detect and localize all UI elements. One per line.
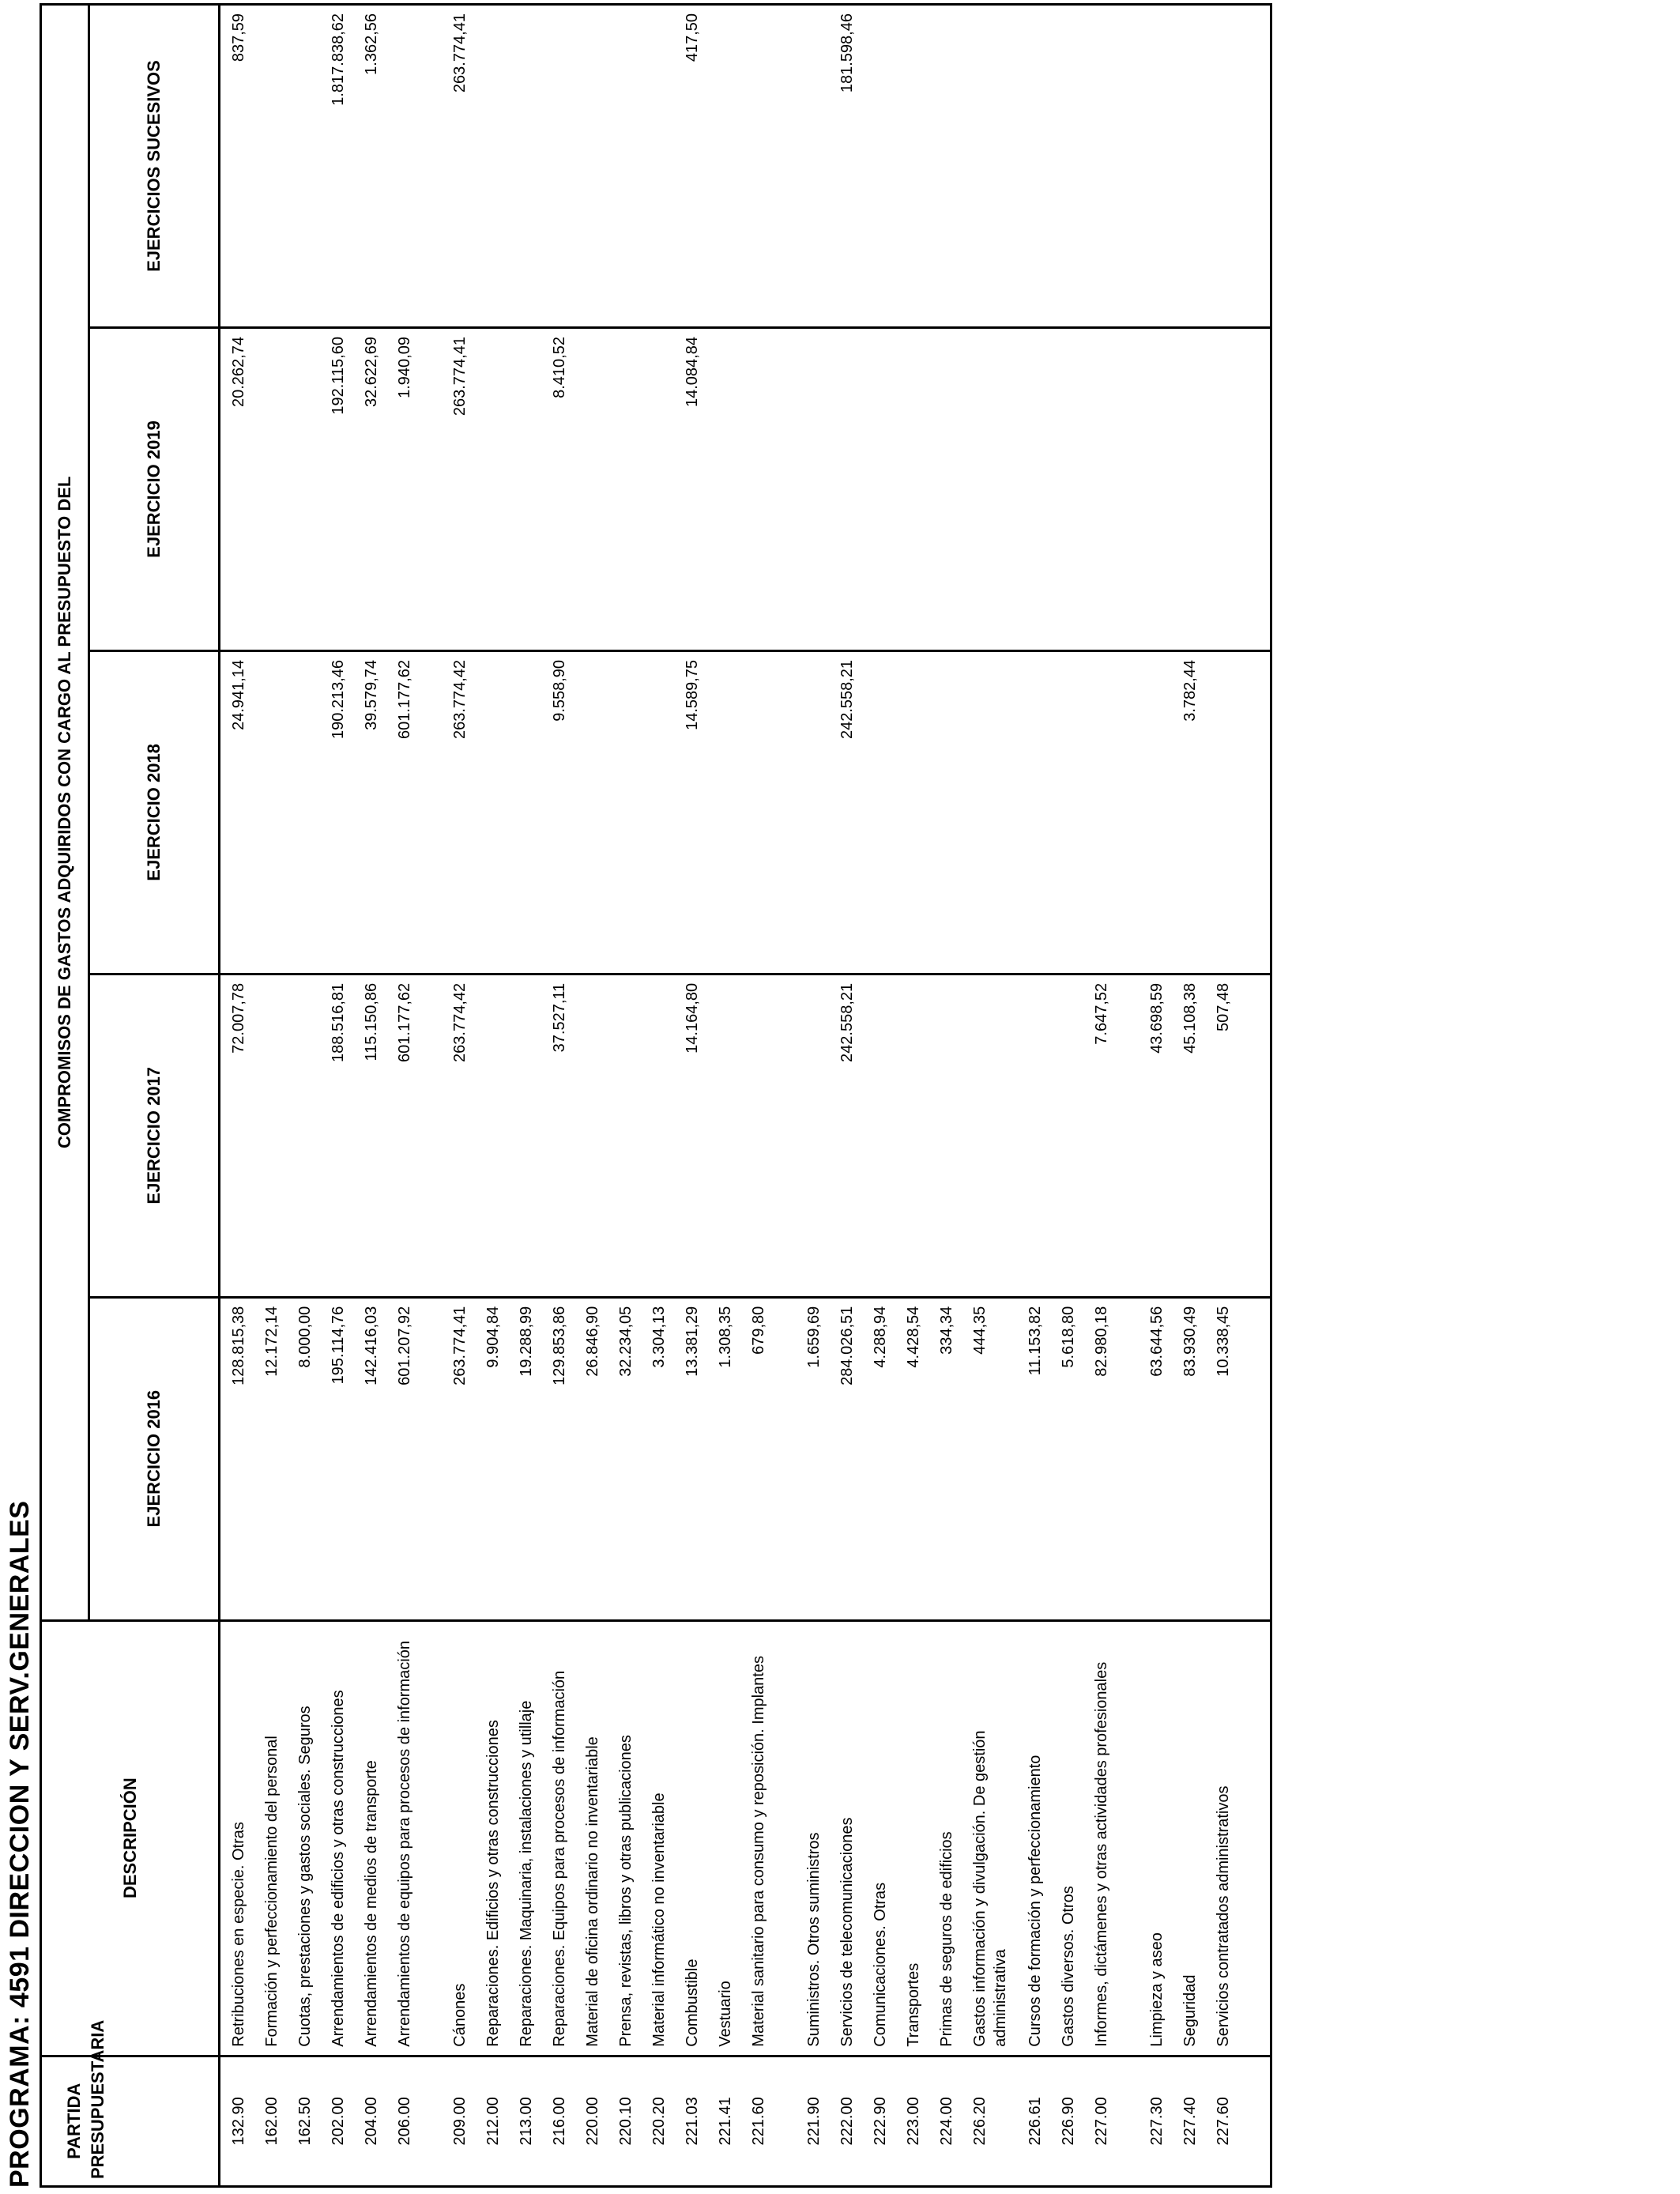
cell-sucesivos xyxy=(1205,5,1238,328)
cell-partida: 209.00 xyxy=(442,2056,475,2186)
cell-2016: 128.815,38 xyxy=(220,1297,254,1620)
cell-descripcion: Arrendamientos de medios de transporte xyxy=(353,1620,386,2056)
table-bottom-spacer xyxy=(1238,5,1271,2187)
cell-sucesivos xyxy=(508,5,541,328)
cell-descripcion: Seguridad xyxy=(1172,1620,1205,2056)
table-row xyxy=(929,5,962,2187)
cell-2018 xyxy=(475,650,508,974)
cell-2019 xyxy=(740,328,796,651)
cell-partida: 162.00 xyxy=(254,2056,287,2186)
cell-sucesivos xyxy=(254,5,287,328)
cell-2018: 263.774,42 xyxy=(442,650,475,974)
cell-2019 xyxy=(1139,328,1172,651)
cell-sucesivos: 837,59 xyxy=(220,5,254,328)
cell-sucesivos xyxy=(1172,5,1205,328)
cell-2016: 601.207,92 xyxy=(386,1297,442,1620)
cell-partida: 221.41 xyxy=(707,2056,740,2186)
cell-partida: 220.10 xyxy=(608,2056,641,2186)
cell-2016: 10.338,45 xyxy=(1205,1297,1238,1620)
cell-2017 xyxy=(929,974,962,1297)
cell-2017: 507,48 xyxy=(1205,974,1238,1297)
cell-2016: 5.618,80 xyxy=(1050,1297,1083,1620)
table-row xyxy=(1017,5,1050,2187)
cell-2019: 263.774,41 xyxy=(442,328,475,651)
cell-descripcion: Prensa, revistas, libros y otras publicaciones xyxy=(608,1620,641,2056)
cell-descripcion: Material informático no inventariable xyxy=(641,1620,674,2056)
table-row xyxy=(386,5,442,2187)
cell-2019 xyxy=(641,328,674,651)
cell-sucesivos xyxy=(862,5,895,328)
table-row xyxy=(508,5,541,2187)
cell-partida: 222.00 xyxy=(829,2056,862,2186)
cell-2018 xyxy=(895,650,929,974)
cell-partida: 132.90 xyxy=(220,2056,254,2186)
cell-2018 xyxy=(1139,650,1172,974)
cell-descripcion: Material sanitario para consumo y reposición. Implantes xyxy=(740,1620,796,2056)
cell-2019 xyxy=(1050,328,1083,651)
cell-sucesivos: 1.817.838,62 xyxy=(320,5,353,328)
cell-2016: 9.904,84 xyxy=(475,1297,508,1620)
cell-2019 xyxy=(1083,328,1139,651)
cell-sucesivos xyxy=(1017,5,1050,328)
table-row xyxy=(475,5,508,2187)
cell-sucesivos xyxy=(1139,5,1172,328)
cell-2018 xyxy=(287,650,320,974)
cell-2016: 679,80 xyxy=(740,1297,796,1620)
cell-2017 xyxy=(707,974,740,1297)
page-title: PROGRAMA: 4591 DIRECCION Y SERV.GENERALES xyxy=(5,1500,35,2188)
cell-2016: 12.172,14 xyxy=(254,1297,287,1620)
cell-2018: 14.589,75 xyxy=(674,650,707,974)
cell-descripcion: Servicios de telecomunicaciones xyxy=(829,1620,862,2056)
header-descripcion: DESCRIPCIÓN xyxy=(41,1620,220,2056)
header-year-2018: EJERCICIO 2018 xyxy=(89,650,220,974)
table-row xyxy=(829,5,862,2187)
table-row xyxy=(895,5,929,2187)
cell-descripcion: Primas de seguros de edificios xyxy=(929,1620,962,2056)
table-row xyxy=(320,5,353,2187)
cell-2019: 1.940,09 xyxy=(386,328,442,651)
cell-2016: 1.659,69 xyxy=(796,1297,829,1620)
cell-2019 xyxy=(1017,328,1050,651)
cell-2016: 334,34 xyxy=(929,1297,962,1620)
cell-descripcion: Material de oficina ordinario no inventariable xyxy=(574,1620,608,2056)
cell-2016: 444,35 xyxy=(962,1297,1017,1620)
cell-2019 xyxy=(1172,328,1205,651)
cell-sucesivos: 1.362,56 xyxy=(353,5,386,328)
cell-2018 xyxy=(1205,650,1238,974)
cell-2018: 190.213,46 xyxy=(320,650,353,974)
cell-sucesivos: 181.598,46 xyxy=(829,5,862,328)
cell-2018 xyxy=(608,650,641,974)
cell-partida: 227.00 xyxy=(1083,2056,1139,2186)
cell-sucesivos xyxy=(1050,5,1083,328)
budget-table xyxy=(40,3,1272,2188)
cell-2018 xyxy=(574,650,608,974)
cell-2018: 9.558,90 xyxy=(541,650,574,974)
cell-2016: 26.846,90 xyxy=(574,1297,608,1620)
cell-2017 xyxy=(608,974,641,1297)
cell-2018 xyxy=(929,650,962,974)
cell-2018 xyxy=(641,650,674,974)
cell-partida: 206.00 xyxy=(386,2056,442,2186)
cell-sucesivos: 417,50 xyxy=(674,5,707,328)
header-year-2016: EJERCICIO 2016 xyxy=(89,1297,220,1620)
cell-2017: 601.177,62 xyxy=(386,974,442,1297)
cell-2016: 11.153,82 xyxy=(1017,1297,1050,1620)
cell-2018: 24.941,14 xyxy=(220,650,254,974)
cell-2017: 37.527,11 xyxy=(541,974,574,1297)
cell-2018 xyxy=(1050,650,1083,974)
cell-2017 xyxy=(254,974,287,1297)
cell-sucesivos xyxy=(796,5,829,328)
header-year-sucesivos: EJERCICIOS SUCESIVOS xyxy=(89,5,220,328)
cell-sucesivos xyxy=(541,5,574,328)
cell-sucesivos xyxy=(608,5,641,328)
cell-sucesivos: 263.774,41 xyxy=(442,5,475,328)
cell-2018: 242.558,21 xyxy=(829,650,862,974)
header-compromisos: COMPROMISOS DE GASTOS ADQUIRIDOS CON CARGO AL PRESUPUESTO DEL xyxy=(41,5,89,1621)
table-row xyxy=(674,5,707,2187)
empty-cell xyxy=(1238,328,1271,651)
cell-2016: 32.234,05 xyxy=(608,1297,641,1620)
cell-2019 xyxy=(475,328,508,651)
cell-partida: 227.30 xyxy=(1139,2056,1172,2186)
cell-2016: 263.774,41 xyxy=(442,1297,475,1620)
cell-2017 xyxy=(962,974,1017,1297)
cell-2016: 142.416,03 xyxy=(353,1297,386,1620)
cell-descripcion: Informes, dictámenes y otras actividades profesionales xyxy=(1083,1620,1139,2056)
cell-2017: 188.516,81 xyxy=(320,974,353,1297)
cell-2016: 129.853,86 xyxy=(541,1297,574,1620)
table-row xyxy=(608,5,641,2187)
cell-sucesivos xyxy=(386,5,442,328)
cell-sucesivos xyxy=(475,5,508,328)
cell-2016: 195.114,76 xyxy=(320,1297,353,1620)
empty-cell xyxy=(1238,2056,1271,2186)
cell-2018: 3.782,44 xyxy=(1172,650,1205,974)
header-year-2017: EJERCICIO 2017 xyxy=(89,974,220,1297)
cell-2019: 8.410,52 xyxy=(541,328,574,651)
cell-partida: 226.20 xyxy=(962,2056,1017,2186)
cell-sucesivos xyxy=(740,5,796,328)
table-row xyxy=(442,5,475,2187)
cell-2019 xyxy=(862,328,895,651)
cell-2016: 4.288,94 xyxy=(862,1297,895,1620)
cell-2016: 83.930,49 xyxy=(1172,1297,1205,1620)
cell-partida: 226.61 xyxy=(1017,2056,1050,2186)
cell-descripcion: Suministros. Otros suministros xyxy=(796,1620,829,2056)
cell-2018 xyxy=(508,650,541,974)
cell-2017 xyxy=(475,974,508,1297)
cell-2019: 20.262,74 xyxy=(220,328,254,651)
empty-cell xyxy=(1238,5,1271,328)
cell-2018 xyxy=(254,650,287,974)
cell-2016: 19.288,99 xyxy=(508,1297,541,1620)
cell-2017: 7.647,52 xyxy=(1083,974,1139,1297)
cell-partida: 216.00 xyxy=(541,2056,574,2186)
cell-2019: 32.622,69 xyxy=(353,328,386,651)
cell-descripcion: Comunicaciones. Otras xyxy=(862,1620,895,2056)
cell-2016: 284.026,51 xyxy=(829,1297,862,1620)
cell-descripcion: Formación y perfeccionamiento del personal xyxy=(254,1620,287,2056)
cell-2017: 45.108,38 xyxy=(1172,974,1205,1297)
cell-2017: 72.007,78 xyxy=(220,974,254,1297)
cell-descripcion: Gastos diversos. Otros xyxy=(1050,1620,1083,2056)
cell-sucesivos xyxy=(962,5,1017,328)
table-row xyxy=(541,5,574,2187)
cell-descripcion: Transportes xyxy=(895,1620,929,2056)
cell-2019 xyxy=(829,328,862,651)
cell-descripcion: Arrendamientos de edificios y otras construcciones xyxy=(320,1620,353,2056)
table-row xyxy=(574,5,608,2187)
table-row xyxy=(641,5,674,2187)
cell-2018: 39.579,74 xyxy=(353,650,386,974)
cell-descripcion: Reparaciones. Maquinaria, instalaciones y utillaje xyxy=(508,1620,541,2056)
cell-2019: 192.115,60 xyxy=(320,328,353,651)
cell-descripcion: Vestuario xyxy=(707,1620,740,2056)
cell-partida: 220.00 xyxy=(574,2056,608,2186)
cell-2017 xyxy=(574,974,608,1297)
cell-descripcion: Cánones xyxy=(442,1620,475,2056)
cell-descripcion: Reparaciones. Edificios y otras construcciones xyxy=(475,1620,508,2056)
cell-2017 xyxy=(740,974,796,1297)
cell-partida: 222.90 xyxy=(862,2056,895,2186)
empty-cell xyxy=(1238,974,1271,1297)
cell-sucesivos xyxy=(574,5,608,328)
table-body xyxy=(220,5,1271,2187)
cell-partida: 221.60 xyxy=(740,2056,796,2186)
cell-partida: 223.00 xyxy=(895,2056,929,2186)
cell-2016: 8.000,00 xyxy=(287,1297,320,1620)
cell-sucesivos xyxy=(641,5,674,328)
cell-sucesivos xyxy=(895,5,929,328)
cell-2017: 43.698,59 xyxy=(1139,974,1172,1297)
cell-2017 xyxy=(508,974,541,1297)
cell-2017 xyxy=(641,974,674,1297)
cell-2017 xyxy=(862,974,895,1297)
cell-descripcion: Combustible xyxy=(674,1620,707,2056)
table-row xyxy=(1050,5,1083,2187)
table-row xyxy=(1172,5,1205,2187)
cell-2019 xyxy=(254,328,287,651)
cell-sucesivos xyxy=(287,5,320,328)
cell-2017: 263.774,42 xyxy=(442,974,475,1297)
cell-2019 xyxy=(796,328,829,651)
cell-2017: 14.164,80 xyxy=(674,974,707,1297)
cell-descripcion: Cuotas, prestaciones y gastos sociales. Seguros xyxy=(287,1620,320,2056)
cell-sucesivos xyxy=(929,5,962,328)
cell-descripcion: Reparaciones. Equipos para procesos de información xyxy=(541,1620,574,2056)
cell-descripcion: Servicios contratados administrativos xyxy=(1205,1620,1238,2056)
cell-partida: 221.90 xyxy=(796,2056,829,2186)
cell-2017 xyxy=(1017,974,1050,1297)
table-row xyxy=(353,5,386,2187)
cell-descripcion: Arrendamientos de equipos para procesos de información xyxy=(386,1620,442,2056)
cell-2019 xyxy=(929,328,962,651)
cell-2019 xyxy=(574,328,608,651)
table-row xyxy=(254,5,287,2187)
cell-2016: 1.308,35 xyxy=(707,1297,740,1620)
cell-descripcion: Cursos de formación y perfeccionamiento xyxy=(1017,1620,1050,2056)
cell-2019 xyxy=(508,328,541,651)
table-row xyxy=(862,5,895,2187)
table-row xyxy=(707,5,740,2187)
empty-cell xyxy=(1238,650,1271,974)
cell-2016: 4.428,54 xyxy=(895,1297,929,1620)
cell-2018 xyxy=(962,650,1017,974)
cell-descripcion: Gastos información y divulgación. De gestión administrativa xyxy=(962,1620,1017,2056)
cell-2019 xyxy=(608,328,641,651)
cell-2016: 82.980,18 xyxy=(1083,1297,1139,1620)
table-row xyxy=(1083,5,1139,2187)
cell-2019 xyxy=(1205,328,1238,651)
cell-partida: 204.00 xyxy=(353,2056,386,2186)
cell-sucesivos xyxy=(707,5,740,328)
cell-sucesivos xyxy=(1083,5,1139,328)
table-row xyxy=(220,5,254,2187)
cell-2018 xyxy=(862,650,895,974)
cell-partida: 226.90 xyxy=(1050,2056,1083,2186)
cell-2018 xyxy=(1083,650,1139,974)
cell-2017: 115.150,86 xyxy=(353,974,386,1297)
cell-partida: 202.00 xyxy=(320,2056,353,2186)
cell-2019: 14.084,84 xyxy=(674,328,707,651)
cell-partida: 221.03 xyxy=(674,2056,707,2186)
cell-partida: 224.00 xyxy=(929,2056,962,2186)
cell-2016: 13.381,29 xyxy=(674,1297,707,1620)
cell-partida: 227.40 xyxy=(1172,2056,1205,2186)
table-row xyxy=(962,5,1017,2187)
cell-2018 xyxy=(707,650,740,974)
cell-2019 xyxy=(895,328,929,651)
cell-partida: 212.00 xyxy=(475,2056,508,2186)
cell-2017 xyxy=(1050,974,1083,1297)
cell-partida: 213.00 xyxy=(508,2056,541,2186)
cell-2018 xyxy=(1017,650,1050,974)
table-row xyxy=(287,5,320,2187)
cell-2019 xyxy=(962,328,1017,651)
cell-descripcion: Retribuciones en especie. Otras xyxy=(220,1620,254,2056)
table-row xyxy=(796,5,829,2187)
table-row xyxy=(1205,5,1238,2187)
cell-2017 xyxy=(895,974,929,1297)
header-year-2019: EJERCICIO 2019 xyxy=(89,328,220,651)
table-row xyxy=(1139,5,1172,2187)
cell-2016: 3.304,13 xyxy=(641,1297,674,1620)
cell-descripcion: Limpieza y aseo xyxy=(1139,1620,1172,2056)
cell-2018 xyxy=(796,650,829,974)
cell-2017: 242.558,21 xyxy=(829,974,862,1297)
empty-cell xyxy=(1238,1297,1271,1620)
cell-2017 xyxy=(796,974,829,1297)
cell-2018: 601.177,62 xyxy=(386,650,442,974)
cell-partida: 227.60 xyxy=(1205,2056,1238,2186)
cell-2018 xyxy=(740,650,796,974)
cell-2019 xyxy=(707,328,740,651)
cell-2016: 63.644,56 xyxy=(1139,1297,1172,1620)
cell-partida: 162.50 xyxy=(287,2056,320,2186)
cell-2017 xyxy=(287,974,320,1297)
cell-partida: 220.20 xyxy=(641,2056,674,2186)
empty-cell xyxy=(1238,1620,1271,2056)
header-partida: PARTIDA PRESUPUESTARIA xyxy=(41,2056,220,2186)
cell-2019 xyxy=(287,328,320,651)
table-row xyxy=(740,5,796,2187)
